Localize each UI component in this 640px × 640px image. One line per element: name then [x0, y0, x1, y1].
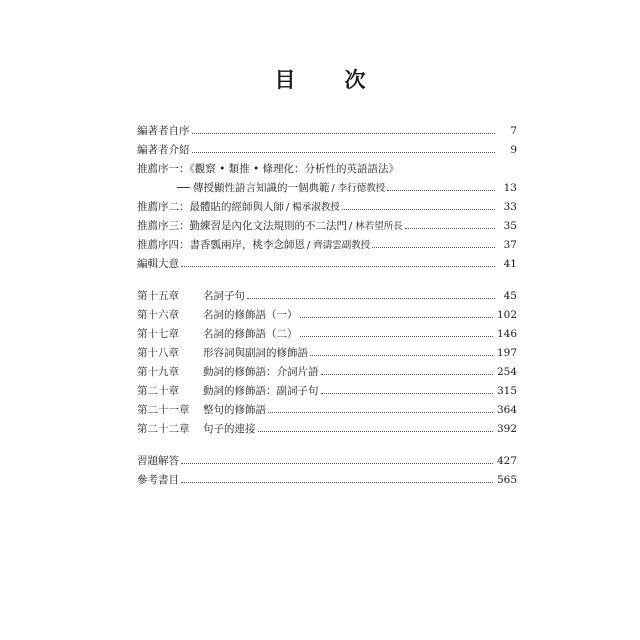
- chapter-title: 動詞的修飾語：介詞片語: [203, 366, 319, 378]
- dot-leader: [258, 431, 493, 432]
- toc-entry-title: 參考書目: [137, 474, 179, 486]
- toc-entry-page: 254: [496, 366, 517, 378]
- toc-entry-chapter-15[interactable]: [137, 287, 517, 306]
- chapter-number: 第二十二章: [137, 423, 190, 435]
- toc-entry-title: [137, 363, 319, 382]
- toc-entry-chapter-20[interactable]: [137, 382, 517, 401]
- toc-entry-exercise-answers[interactable]: [137, 452, 517, 471]
- toc-entry-title: [137, 306, 298, 325]
- toc-entry-title: 編著者自序: [137, 125, 190, 137]
- toc-entry-foreword-4[interactable]: [137, 236, 517, 255]
- chapter-title: 整句的修飾語: [203, 404, 266, 416]
- dot-leader: [192, 152, 496, 153]
- dot-leader: [342, 209, 495, 210]
- chapter-number: 第二十章: [137, 385, 179, 397]
- toc-entry-foreword-1-sub[interactable]: [137, 179, 517, 198]
- toc-entry-chapter-17[interactable]: [137, 325, 517, 344]
- chapter-title: 形容詞與副詞的修飾語: [203, 347, 308, 359]
- toc-entry-subtitle: ── 傳授顯性語言知識的一個典範: [177, 182, 330, 194]
- chapter-number: 第十九章: [137, 366, 179, 378]
- toc-entry-title: [137, 420, 256, 439]
- toc-entry-page: 102: [496, 309, 517, 321]
- toc-entry-title-text: 推薦序四：書香瓢兩岸，桃李念師恩: [137, 239, 305, 251]
- dot-leader: [268, 412, 493, 413]
- toc-entry-title: [137, 198, 340, 217]
- toc-entry-foreword-1[interactable]: [137, 160, 517, 179]
- toc-entry-page: 197: [496, 347, 517, 359]
- dot-leader: [181, 266, 495, 267]
- toc-entry-title: 習題解答: [137, 455, 179, 467]
- dot-leader: [192, 133, 496, 134]
- chapter-title: 句子的連接: [203, 423, 256, 435]
- chapter-number: 第十六章: [137, 309, 179, 321]
- toc-entry-author-intro[interactable]: [137, 141, 517, 160]
- toc-entry-chapter-18[interactable]: [137, 344, 517, 363]
- toc-entry-page: 392: [496, 423, 517, 435]
- dot-leader: [181, 482, 493, 483]
- toc-entry-page: 9: [510, 144, 517, 156]
- front-matter-group: [137, 122, 517, 274]
- chapter-title: 名詞的修飾語（二）: [203, 328, 298, 340]
- dot-leader: [405, 228, 495, 229]
- toc-entry-title: [137, 325, 298, 344]
- toc-entry-foreword-2[interactable]: [137, 198, 517, 217]
- toc-entry-title: [137, 344, 308, 363]
- dot-leader: [321, 374, 493, 375]
- dot-leader: [181, 463, 493, 464]
- toc-entry-title: 推薦序一：《觀察 • 類推 • 條理化：分析性的英語語法》: [137, 163, 399, 175]
- dot-leader: [300, 317, 493, 318]
- chapters-group: [137, 287, 517, 439]
- back-matter-group: [137, 452, 517, 490]
- toc-entry-page: 7: [510, 125, 517, 137]
- toc-entry-page: 37: [503, 239, 517, 251]
- toc-entry-chapter-16[interactable]: [137, 306, 517, 325]
- toc-entry-title: [137, 401, 266, 420]
- toc-entry-preface[interactable]: [137, 122, 517, 141]
- toc-entry-foreword-3[interactable]: [137, 217, 517, 236]
- dot-leader: [321, 393, 493, 394]
- chapter-number: 第二十一章: [137, 404, 190, 416]
- toc-entry-title: [137, 217, 403, 236]
- dot-leader: [387, 190, 495, 191]
- chapter-number: 第十八章: [137, 347, 179, 359]
- chapter-number: 第十七章: [137, 328, 179, 340]
- toc-entry-author: / 李行德教授: [331, 183, 386, 194]
- toc-entry-author: / 齊濤雲副教授: [307, 240, 371, 251]
- toc-entry-title-text: 推薦序三：勤練習是內化文法規則的不二法門: [137, 220, 347, 232]
- chapter-title: 名詞子句: [203, 290, 245, 302]
- toc-entry-title-text: 推薦序二：最體貼的經師與人師: [137, 201, 284, 213]
- toc-entry-page: 565: [496, 474, 517, 486]
- chapter-title: 動詞的修飾語：副詞子句: [203, 385, 319, 397]
- toc-entry-editorial-notes[interactable]: [137, 255, 517, 274]
- toc-entry-page: 35: [503, 220, 517, 232]
- dot-leader: [247, 298, 495, 299]
- toc-entry-page: 364: [496, 404, 517, 416]
- dot-leader: [300, 336, 493, 337]
- toc-entry-chapter-19[interactable]: [137, 363, 517, 382]
- toc-entry-page: 33: [503, 201, 517, 213]
- chapter-title: 名詞的修飾語（一）: [203, 309, 298, 321]
- toc-entry-title: [137, 287, 245, 306]
- toc-entry-chapter-21[interactable]: [137, 401, 517, 420]
- toc-entry-page: 41: [503, 258, 517, 270]
- toc-entry-title: [137, 382, 319, 401]
- toc-entry-bibliography[interactable]: [137, 471, 517, 490]
- dot-leader: [372, 247, 495, 248]
- toc-entry-title: 編輯大意: [137, 258, 179, 270]
- chapter-number: 第十五章: [137, 290, 179, 302]
- toc-entry-title: [177, 179, 385, 198]
- toc-entry-title: 編著者介紹: [137, 144, 190, 156]
- toc-entry-page: 13: [503, 182, 517, 194]
- page-title: 目 次: [274, 67, 380, 92]
- toc-entry-author: / 林若望所長: [349, 221, 403, 232]
- table-of-contents: [137, 122, 517, 490]
- toc-entry-page: 45: [503, 290, 517, 302]
- toc-entry-page: 146: [496, 328, 517, 340]
- toc-entry-page: 427: [496, 455, 517, 467]
- toc-entry-author: / 楊承淑教授: [286, 202, 340, 213]
- toc-entry-page: 315: [496, 385, 517, 397]
- dot-leader: [310, 355, 493, 356]
- toc-entry-chapter-22[interactable]: [137, 420, 517, 439]
- toc-entry-title: [137, 236, 370, 255]
